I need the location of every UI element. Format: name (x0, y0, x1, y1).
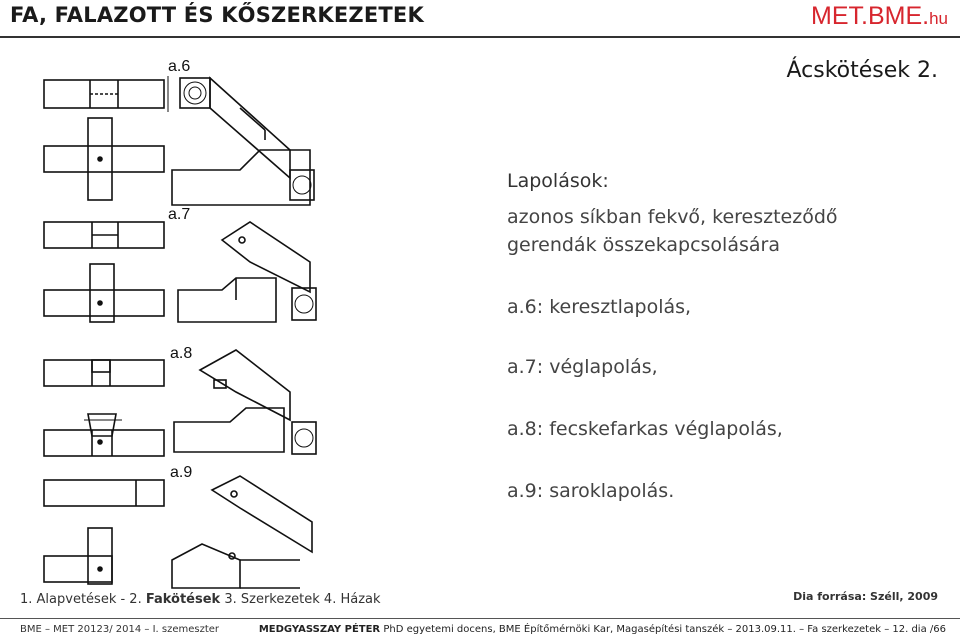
logo-main: MET.BME. (811, 2, 930, 30)
footer-left-text: BME – MET 20123/ 2014 – I. szemeszter (20, 624, 220, 635)
figure-label-a6: a.6 (168, 58, 191, 75)
logo-suffix: hu (929, 9, 948, 28)
footer-right-text (259, 624, 946, 635)
a6-isometric-drawing (172, 78, 314, 205)
footer-details: PhD egyetemi docens, BME Építőmérnöki Kar, Magasépítési tanszék – 2013.09.11. – Fa szerkezetek – 12. dia /66 (380, 624, 946, 635)
description-line-2: gerendák összekapcsolására (507, 234, 780, 256)
list-item-a8: a.8: fecskefarkas véglapolás, (507, 418, 783, 440)
description-line-1: azonos síkban fekvő, kereszteződő (507, 206, 838, 228)
figure-label-a7: a.7 (168, 206, 191, 223)
image-credit: Dia forrása: Széll, 2009 (793, 590, 938, 603)
section-heading: Lapolások: (507, 170, 609, 192)
a9-isometric-drawing (172, 476, 312, 588)
nav-current[interactable]: Fakötések (145, 592, 221, 607)
a8-isometric-drawing (174, 350, 316, 454)
author-name: MEDGYASSZAY PÉTER (258, 624, 381, 635)
chapter-navigation (20, 592, 381, 607)
a8-plan-drawing (44, 360, 164, 456)
met-bme-logo[interactable] (811, 2, 948, 31)
list-item-a9: a.9: saroklapolás. (507, 480, 675, 502)
list-item-a6: a.6: keresztlapolás, (507, 296, 692, 318)
figure-label-a8: a.8 (170, 345, 193, 362)
a7-plan-drawing (44, 222, 164, 322)
slide-title: Ácskötések 2. (786, 58, 938, 83)
nav-prefix[interactable]: 1. Alapvetések - 2. (20, 592, 146, 607)
joint-drawings (0, 0, 500, 600)
figure-label-a9: a.9 (170, 464, 193, 481)
a9-plan-drawing (44, 480, 164, 584)
section-description (507, 203, 838, 259)
footer-divider (0, 618, 960, 619)
course-title: FA, FALAZOTT ÉS KŐSZERKEZETEK (10, 3, 424, 27)
nav-suffix[interactable]: 3. Szerkezetek 4. Házak (220, 592, 381, 607)
list-item-a7: a.7: véglapolás, (507, 356, 658, 378)
a6-plan-drawing (44, 76, 168, 200)
a7-isometric-drawing (178, 222, 316, 322)
